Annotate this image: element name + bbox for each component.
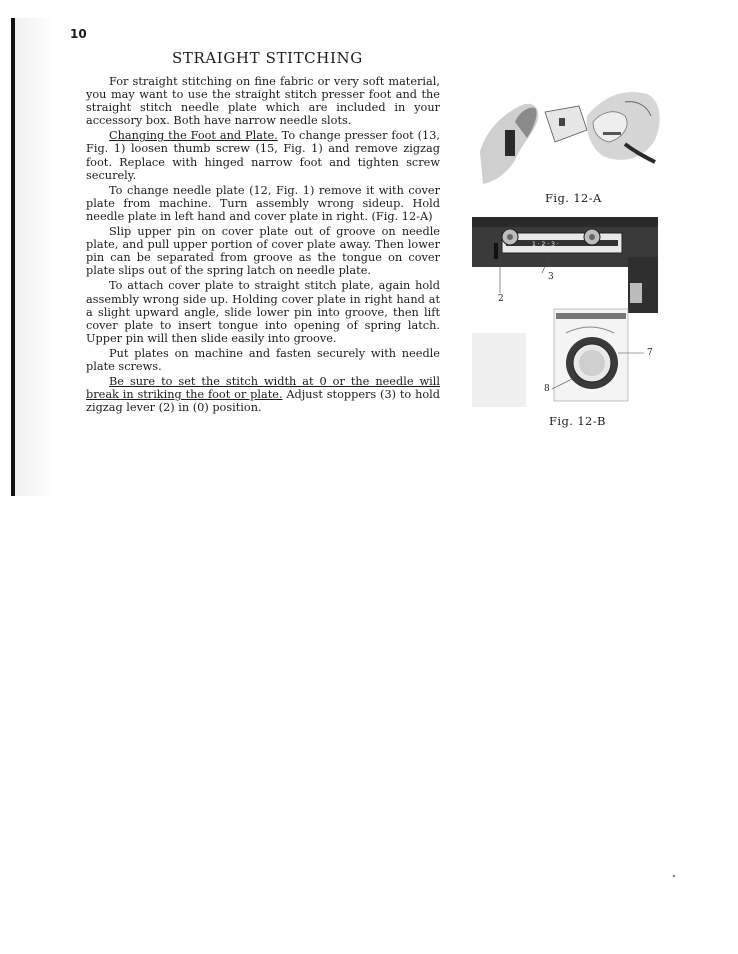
- figure-12a-photo: [475, 82, 663, 188]
- warning-stitch-width: Be sure to set the stitch width at 0 or the needle will break in striking the foot or plate.: [86, 375, 440, 402]
- subheading-change-foot: Changing the Foot and Plate.: [109, 129, 278, 143]
- body-text: [86, 75, 440, 416]
- figure-12a-caption: Fig. 12-A: [545, 191, 602, 205]
- callout-8: 8: [544, 384, 550, 394]
- paragraph-change-foot-text: To change presser foot (13, Fig. 1) loosen thumb screw (15, Fig. 1) and remove zigzag foot. Replace with hinged narrow foot and tighten screw securely.: [86, 129, 440, 182]
- callout-3: 3: [548, 272, 554, 282]
- paragraph-change-foot: [86, 129, 440, 181]
- stitch-width-scale: 1 · 2 · 3 ·: [532, 241, 559, 248]
- figure-12b-photo: [472, 213, 662, 411]
- binding-shadow: [15, 18, 55, 496]
- figure-12b-caption: Fig. 12-B: [549, 414, 606, 428]
- paragraph-attach-cover: To attach cover plate to straight stitch plate, again hold assembly wrong side up. Holding cover plate in right hand at a slight upward angle, slide lower pin into groove, then lift cover plate to insert tongue into opening of spring latch. Upper pin will then slide easily into groove.: [86, 279, 440, 345]
- section-title: STRAIGHT STITCHING: [172, 49, 363, 67]
- paragraph-stitch-width: [86, 375, 440, 414]
- callout-7: 7: [647, 348, 653, 358]
- scan-speck: [673, 875, 675, 877]
- paragraph-change-plate: To change needle plate (12, Fig. 1) remove it with cover plate from machine. Turn assembly wrong sideup. Hold needle plate in left hand and cover plate in right. (Fig. 12-A): [86, 183, 440, 223]
- paragraph-fasten: Put plates on machine and fasten securely with needle plate screws.: [86, 346, 440, 373]
- paragraph-separate-plates: Slip upper pin on cover plate out of groove on needle plate, and pull upper portion of cover plate away. Then lower pin can be separated from groove as the tongue on cover plate slips out of the spring latch on needle plate.: [86, 225, 440, 278]
- paragraph-stoppers-text: Adjust stoppers (3) to hold zigzag lever (2) in (0) position.: [86, 388, 440, 415]
- page-number: 10: [70, 27, 87, 41]
- paragraph-intro: For straight stitching on fine fabric or very soft material, you may want to use the straight stitch presser foot and the straight stitch needle plate which are included in your accessory box. Both have narrow needle slots.: [86, 75, 440, 128]
- callout-2: 2: [498, 294, 504, 304]
